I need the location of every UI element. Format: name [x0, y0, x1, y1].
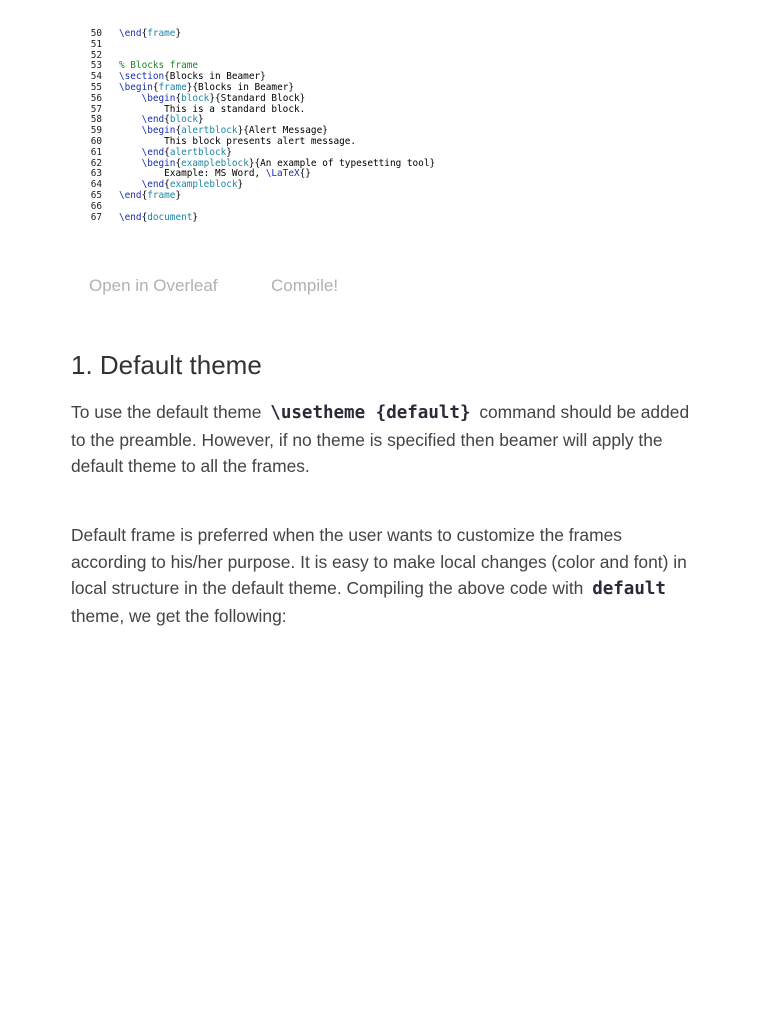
line-number: 51	[90, 38, 102, 50]
code-token: }{Alert Message}	[237, 125, 328, 137]
code-line	[84, 125, 328, 136]
section-heading: 1. Default theme	[71, 350, 262, 380]
code-token	[119, 158, 142, 169]
code-token: }	[198, 114, 204, 126]
line-number: 57	[90, 103, 102, 115]
paragraph-text: theme, we get the following:	[71, 605, 287, 626]
code-token: {	[164, 114, 170, 126]
code-token: {	[175, 92, 182, 104]
line-number: 62	[90, 157, 102, 169]
line-number: 61	[90, 146, 102, 158]
code-token	[119, 114, 142, 125]
code-token: \begin	[119, 82, 153, 93]
code-token: exampleblock	[181, 157, 249, 169]
code-token: }	[192, 211, 199, 223]
line-number: 63	[90, 168, 102, 180]
inline-code-usetheme: \usetheme {default}	[270, 403, 471, 423]
code-token: }{Standard Block}	[209, 92, 306, 104]
code-token: {	[175, 125, 182, 137]
code-token: \LaTeX	[265, 168, 300, 180]
code-token	[119, 125, 142, 136]
code-token: {Blocks in Beamer}	[164, 71, 266, 83]
code-line	[84, 93, 305, 104]
code-token: Example: MS Word,	[119, 168, 266, 180]
paragraph-default-frame	[71, 522, 696, 629]
code-token: {}	[299, 168, 311, 180]
code-token: block	[169, 114, 199, 126]
code-token: {	[175, 157, 182, 169]
code-line	[84, 28, 181, 39]
code-token: }	[175, 190, 182, 201]
code-line	[84, 104, 305, 115]
code-token	[119, 179, 142, 190]
compile-link[interactable]: Compile!	[271, 276, 339, 295]
code-token: frame	[147, 28, 176, 39]
code-token	[119, 147, 142, 158]
code-token: \end	[119, 211, 142, 223]
line-number: 58	[90, 114, 102, 126]
line-number: 60	[90, 136, 102, 147]
code-token: \end	[141, 114, 165, 126]
paragraph-text: command should be added to the preamble. However, if no theme is specified then beamer will apply the default theme to all the frames.	[71, 402, 690, 476]
code-token: \section	[119, 71, 165, 83]
code-line	[84, 158, 435, 169]
code-line	[84, 82, 294, 93]
line-number: 59	[90, 125, 102, 137]
line-number: 50	[90, 28, 102, 39]
code-token: {	[152, 82, 159, 93]
code-line	[84, 71, 266, 82]
inline-code-default: default	[592, 579, 666, 599]
code-token: {	[164, 179, 170, 191]
code-token: \end	[141, 146, 165, 158]
code-line	[84, 39, 119, 50]
code-token: \begin	[141, 125, 176, 137]
code-line	[84, 168, 311, 179]
line-number: 52	[90, 49, 102, 61]
code-token: \end	[141, 179, 165, 191]
line-number: 53	[90, 60, 102, 72]
code-token: alertblock	[169, 146, 227, 158]
code-token: {	[141, 28, 148, 39]
code-line	[84, 179, 243, 190]
code-token: {	[164, 146, 170, 158]
line-number: 67	[90, 211, 102, 223]
open-in-overleaf-link[interactable]: Open in Overleaf	[89, 276, 218, 295]
code-token: document	[147, 211, 193, 223]
code-token: % Blocks frame	[119, 60, 199, 72]
code-line	[84, 50, 119, 61]
code-token: frame	[147, 190, 176, 201]
code-line	[84, 147, 232, 158]
code-line	[84, 190, 181, 201]
code-token: {	[141, 211, 148, 223]
line-number: 54	[90, 71, 102, 83]
code-token	[119, 93, 142, 104]
code-token: \end	[119, 28, 142, 39]
line-number: 66	[90, 200, 102, 212]
code-token: alertblock	[181, 125, 238, 137]
paragraph-default-theme	[71, 399, 696, 480]
code-token: \begin	[141, 157, 176, 169]
code-token: \end	[119, 190, 142, 201]
code-line	[84, 212, 198, 223]
paragraph-text: Default frame is preferred when the user wants to customize the frames according to his/her purpose. It is easy to make local changes (color and font) in local structure in the default theme. Compiling the above code with	[71, 525, 687, 598]
line-number: 55	[90, 82, 102, 93]
code-line	[84, 60, 198, 71]
code-token: }{An example of typesetting tool}	[248, 157, 436, 169]
code-token: \begin	[141, 92, 176, 104]
code-token: block	[181, 92, 210, 104]
paragraph-text: To use the default theme	[71, 402, 267, 422]
code-token: {	[141, 190, 148, 201]
line-number: 64	[90, 179, 102, 191]
code-listing	[84, 27, 464, 227]
code-token: }	[226, 146, 232, 158]
code-token: This block presents alert message.	[119, 136, 357, 147]
code-line	[84, 114, 204, 125]
line-number: 56	[90, 92, 102, 104]
code-token: exampleblock	[169, 179, 238, 191]
code-token: }{Blocks in Beamer}	[186, 82, 295, 93]
code-line	[84, 136, 356, 147]
line-number: 65	[90, 190, 102, 201]
code-line	[84, 201, 119, 212]
code-token: }	[175, 28, 182, 39]
code-token: }	[237, 179, 244, 191]
code-token: This is a standard block.	[119, 103, 306, 115]
code-token: frame	[158, 82, 187, 93]
